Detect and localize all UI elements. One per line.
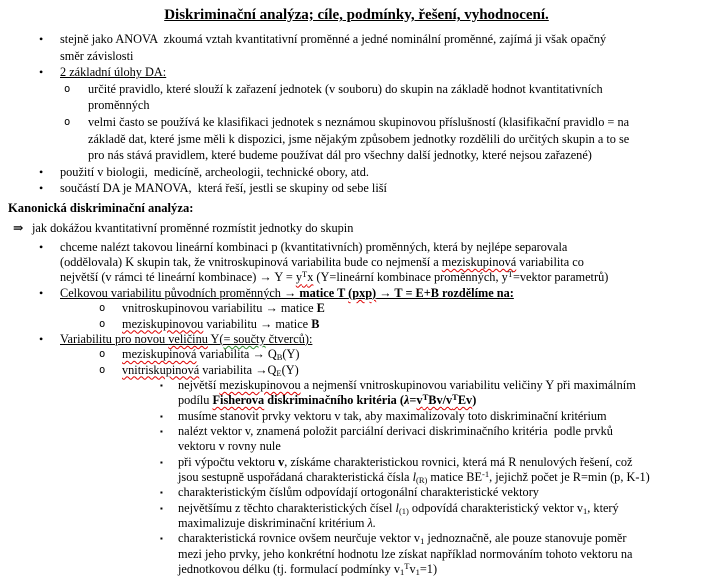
- bullet-disc-icon: •: [39, 239, 44, 254]
- text-run: při výpočtu vektoru: [178, 454, 279, 469]
- bullet-circle-icon: o: [99, 363, 106, 376]
- text-run: (oddělovala) K skupin tak, že vnitroskupinová variabilita bude co nejmenší a: [60, 255, 442, 270]
- list-item-continuation: [0, 516, 713, 531]
- text-run: (Y=lineární kombinace proměnných, y: [313, 270, 508, 285]
- text-run: jednoznačně, ale pouze stanovuje poměr: [424, 531, 627, 546]
- bullet-disc-icon: •: [39, 65, 44, 80]
- text-run: vektoru v rovny nule: [178, 439, 281, 454]
- text-run-misspelled: vnitriskupinová: [122, 362, 200, 377]
- text-run: jsou sestupně uspořádaná charakteristická čísla: [178, 469, 413, 484]
- text-run: chceme nalézt takovou lineární kombinaci p (kvantitativních) proměnných, která by nejlépe separovala: [60, 239, 568, 254]
- matrix-B-bold: B: [311, 316, 320, 331]
- bullet-square-icon: ▪: [160, 534, 163, 544]
- document-page: [0, 7, 713, 586]
- list-item: [0, 317, 713, 332]
- list-item-continuation: [0, 439, 713, 454]
- superscript-T: T: [507, 269, 513, 280]
- list-item: [0, 455, 713, 470]
- lambda-symbol: λ: [403, 393, 410, 408]
- text-run-underlined: 2 základní úlohy DA:: [60, 65, 167, 80]
- bullet-square-icon: ▪: [160, 411, 163, 421]
- bullet-circle-icon: o: [64, 115, 71, 128]
- list-item: [0, 31, 713, 48]
- text-run: charakteristická rovnice ovšem neurčuje vektor v: [178, 531, 421, 546]
- text-run-misspelled: veličinu: [168, 331, 208, 346]
- text-run: určité pravidlo, které slouží k zařazení jednotek (v souboru) do skupin na základě hodnot kvantitativních: [88, 81, 603, 96]
- text-run: největší (v rámci té lineární kombinace) → Y =: [60, 270, 296, 285]
- bullet-circle-icon: o: [99, 302, 106, 315]
- list-item: [0, 332, 713, 347]
- subscript-1: 1: [400, 567, 405, 577]
- text-run: , jejichž počet je R=min (p, K-1): [489, 469, 650, 484]
- double-arrow-icon: ⇒: [13, 221, 24, 236]
- text-run: =vektor parametrů): [512, 270, 609, 285]
- list-item-continuation: [0, 147, 713, 164]
- superscript-T: T: [422, 392, 429, 403]
- text-run: matice BE: [427, 469, 482, 484]
- text-run-bold: → T = E+B rozdělíme na:: [376, 285, 514, 300]
- list-item: [0, 64, 713, 81]
- text-run-misspelled: meziskupinovou: [219, 377, 301, 392]
- text-run: jednotkovou délku (tj. formulací podmínky v: [178, 562, 400, 576]
- text-run: součástí DA je MANOVA, která řeší, jestli se skupiny od sebe liší: [60, 181, 387, 196]
- subscript-R: (R): [416, 474, 428, 485]
- text-run: musíme stanovit prvky vektoru v tak, aby maximalizovaly toto diskriminační kritérium: [178, 408, 607, 423]
- bullet-square-icon: ▪: [160, 380, 163, 390]
- text-run: maximalizuje diskriminační kritérium: [178, 515, 368, 530]
- bullet-disc-icon: •: [39, 181, 44, 196]
- subscript-1: (1): [398, 505, 409, 516]
- text-run: podílu: [178, 393, 213, 408]
- text-run: nalézt vektor v, znamená položit parciální derivaci diskriminačního kritéria podle prvků: [178, 423, 613, 438]
- eigenvalue-symbol: l: [395, 500, 399, 515]
- lambda-symbol: λ.: [367, 515, 376, 530]
- list-item: [0, 286, 713, 301]
- list-item-continuation: [0, 470, 713, 485]
- text-run: =1): [419, 562, 438, 576]
- text-run: Bv/v: [428, 393, 453, 408]
- underlined-line: [60, 332, 312, 346]
- text-run: stejně jako ANOVA zkoumá vztah kvantitativní proměnné a jedné nominální proměnné, zajímá ji však opačný: [60, 32, 607, 46]
- list-item: [0, 409, 713, 424]
- text-run: y: [295, 270, 302, 285]
- text-run: charakteristickým číslům odpovídají ortogonální charakteristické vektory: [178, 485, 539, 500]
- eigenvalue-symbol: l: [412, 469, 417, 484]
- list-item: [0, 501, 713, 516]
- text-run-misspelled: Fisherova: [212, 393, 265, 408]
- list-item-continuation: [0, 97, 713, 114]
- list-item: [0, 347, 713, 362]
- text-run: variabilitu → matice: [203, 316, 312, 331]
- superscript-T: T: [452, 392, 458, 403]
- superscript-inverse: -1: [482, 468, 490, 479]
- formula-run-misspelled: [416, 393, 472, 407]
- list-item-continuation: [0, 48, 713, 65]
- text-run: pro nás stává pravidlem, které budeme používat dál pro všechny další jednotky, které nejsou zařazené): [88, 148, 592, 163]
- text-run: , získáme charakteristickou rovnici, která má R nenulových řešení, což: [284, 454, 633, 469]
- list-item: [0, 81, 713, 98]
- bullet-disc-icon: •: [39, 285, 44, 300]
- section-heading: Kanonická diskriminační analýza:: [8, 200, 194, 215]
- text-run: použití v biologii, medicíně, archeologii, technické obory, atd.: [60, 164, 369, 179]
- text-run: mezi jeho prvky, jeho konkrétní hodnotu lze získat například normováním tohoto vektoru na: [178, 546, 633, 561]
- text-run-misspelled: meziskupinová: [122, 347, 197, 362]
- list-item: [0, 164, 713, 181]
- page-title: Diskriminační analýza; cíle, podmínky, řešení, vyhodnocení.: [164, 7, 549, 23]
- underlined-line: [60, 286, 514, 300]
- intro-list: [0, 31, 713, 197]
- bullet-square-icon: ▪: [160, 488, 163, 498]
- text-run: Variabilitu pro novou: [60, 331, 169, 346]
- text-run: =: [409, 393, 417, 408]
- text-run-misspelled: meziskupinová: [441, 255, 517, 270]
- vector-v-bold: v: [278, 454, 285, 469]
- list-item: [0, 114, 713, 131]
- list-item-continuation: [0, 562, 713, 577]
- text-run: a nejmenší vnitroskupinovou variabilitu veličiny Y při maximálním: [300, 377, 636, 392]
- text-run: (Y): [282, 347, 300, 362]
- text-run-bold-misspelled: (pxp): [348, 285, 377, 300]
- canonical-list: [0, 240, 713, 578]
- subscript-B: B: [276, 352, 283, 363]
- subscript-E: E: [276, 367, 282, 378]
- list-item-continuation: [0, 270, 713, 285]
- arrow-item: [0, 221, 713, 236]
- superscript-T: T: [301, 269, 308, 280]
- list-item: [0, 301, 713, 316]
- list-item: [0, 363, 713, 378]
- list-item: [0, 485, 713, 500]
- text-run: ): [472, 393, 477, 408]
- text-run: základě dat, které jsme měli k dispozici, jsme nějakým způsobem jednotky rozdělili do určitých skupin a to se: [88, 131, 630, 146]
- text-run: odpovídá charakteristický vektor v: [408, 500, 584, 515]
- bullet-disc-icon: •: [39, 32, 44, 46]
- subscript-1: 1: [415, 567, 420, 577]
- matrix-E-bold: E: [316, 301, 325, 316]
- text-run: vnitroskupinovou variabilitu → matice: [122, 301, 317, 316]
- list-item-continuation: [0, 131, 713, 148]
- superscript-T: T: [404, 561, 410, 571]
- text-run: diskriminačního kritéria (: [264, 393, 404, 408]
- bullet-circle-icon: o: [99, 348, 106, 361]
- list-item-continuation: [0, 547, 713, 562]
- fisher-criterion-bold: [213, 393, 477, 407]
- text-run: Ev: [457, 393, 473, 408]
- list-item-continuation: [0, 255, 713, 270]
- text-run-grammar: = součty: [223, 331, 266, 346]
- text-run: variabilita → Q: [196, 347, 277, 362]
- text-run: v: [409, 562, 416, 576]
- list-item-continuation: [0, 393, 713, 408]
- list-item: [0, 180, 713, 197]
- text-run: Celkovou variabilitu původních proměnných →: [60, 285, 300, 300]
- text-run: x: [307, 270, 314, 285]
- list-item: [0, 240, 713, 255]
- bullet-circle-icon: o: [64, 82, 71, 95]
- text-run: Y(: [207, 331, 224, 346]
- bullet-disc-icon: •: [39, 164, 44, 179]
- text-run-bold: matice T: [299, 285, 349, 300]
- text-run: (Y): [281, 362, 299, 377]
- text-run: variabilita →Q: [199, 362, 277, 377]
- bullet-disc-icon: •: [39, 331, 44, 346]
- list-item: [0, 531, 713, 546]
- bullet-square-icon: ▪: [160, 426, 163, 436]
- bullet-circle-icon: o: [99, 317, 106, 330]
- bullet-square-icon: ▪: [160, 503, 163, 513]
- bullet-square-icon: ▪: [160, 457, 163, 467]
- subscript-1: 1: [420, 536, 425, 547]
- list-item: [0, 424, 713, 439]
- text-run: v: [416, 393, 423, 408]
- text-run: variabilita co: [516, 255, 584, 270]
- list-item: [0, 378, 713, 393]
- text-run: velmi často se používá ke klasifikaci jednotek s neznámou skupinovou příslušností (klasifikační pravidlo = na: [88, 114, 630, 129]
- text-run-misspelled: meziskupinovou: [122, 316, 204, 331]
- text-run: jak dokážou kvantitativní proměnné rozmístit jednotky do skupin: [32, 221, 354, 236]
- text-run: největšímu z těchto charakteristických čísel: [178, 500, 396, 515]
- text-run: směr závislosti: [60, 48, 134, 63]
- formula-run-misspelled: [296, 270, 314, 284]
- text-run: největší: [178, 377, 220, 392]
- text-run: čtverců):: [265, 331, 313, 346]
- subscript-1: 1: [583, 505, 588, 516]
- text-run: , který: [587, 500, 619, 515]
- text-run: proměnných: [88, 98, 150, 113]
